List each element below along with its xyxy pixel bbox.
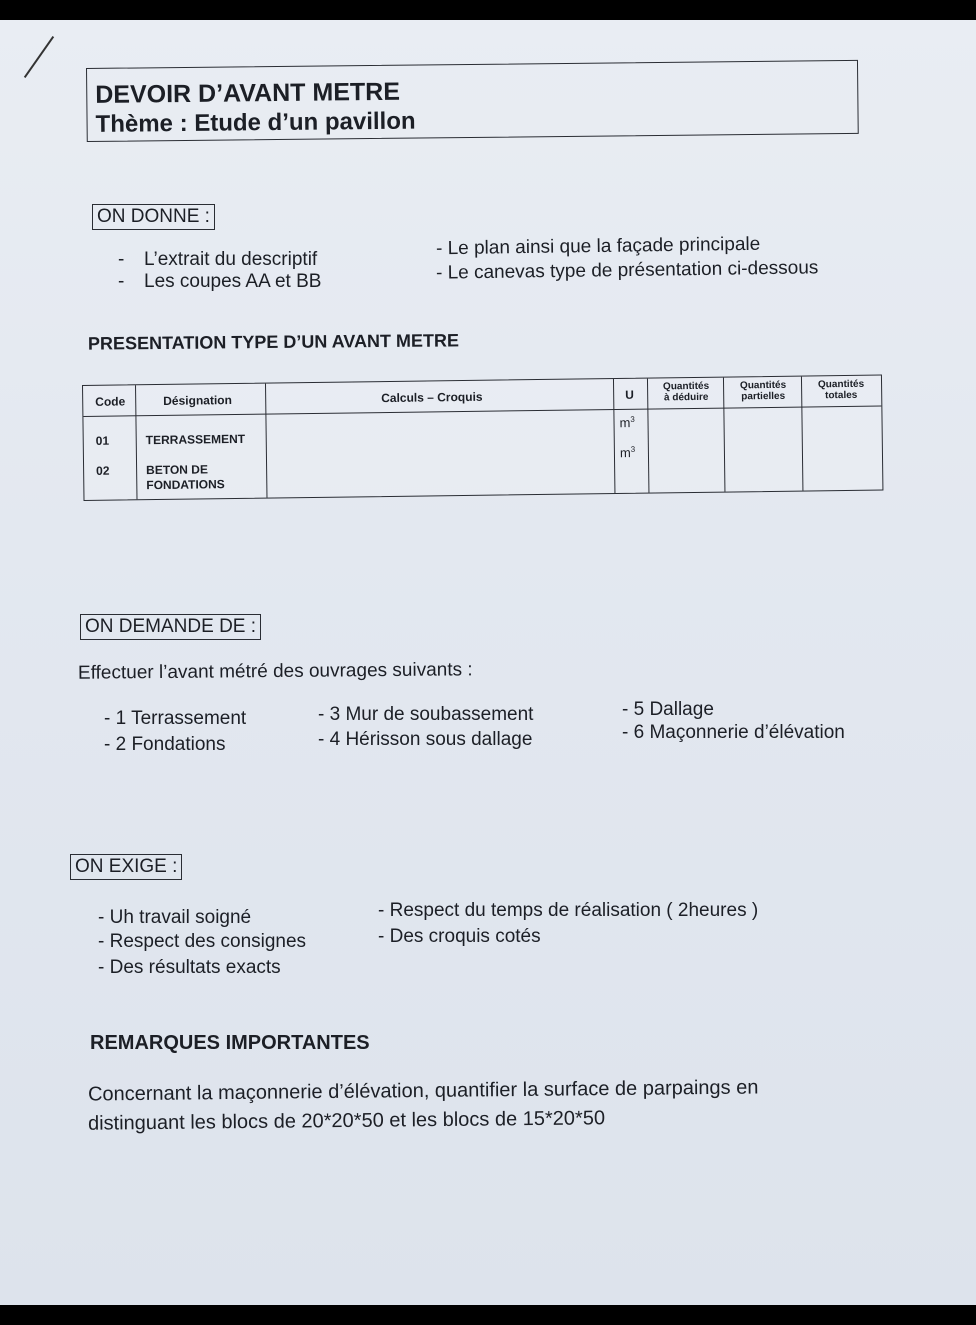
ouvrage-item: - 2 Fondations bbox=[104, 734, 226, 755]
document-theme: Thème : Etude d’un pavillon bbox=[95, 107, 416, 138]
ouvrage-item: - 4 Hérisson sous dallage bbox=[318, 729, 533, 750]
ouvrage-item: - 5 Dallage bbox=[622, 699, 714, 720]
on-exige-section bbox=[70, 854, 182, 880]
ouvrage-item: - 3 Mur de soubassement bbox=[318, 704, 534, 725]
document-title: DEVOIR D’AVANT METRE bbox=[95, 77, 401, 109]
ouvrage-item: - 1 Terrassement bbox=[104, 708, 247, 729]
remarques-heading: REMARQUES IMPORTANTES bbox=[90, 1032, 370, 1054]
avant-metre-table bbox=[82, 375, 883, 501]
on-donne-label: ON DONNE : bbox=[92, 204, 215, 230]
on-donne-section bbox=[92, 204, 215, 230]
header-calculs: Calculs – Croquis bbox=[381, 389, 483, 406]
presentation-heading: PRESENTATION TYPE D’UN AVANT METRE bbox=[87, 330, 460, 354]
exigence-item: - Uh travail soigné bbox=[98, 907, 252, 928]
exigence-item: - Respect des consignes bbox=[98, 931, 307, 952]
header-designation: Désignation bbox=[163, 393, 232, 408]
row-code: 01 bbox=[95, 433, 110, 448]
remarques-line: distinguant les blocs de 20*20*50 et les blocs de 15*20*50 bbox=[87, 1107, 606, 1135]
exigence-item: - Des croquis cotés bbox=[378, 926, 541, 947]
row-unit: $m^3$ bbox=[619, 414, 635, 431]
exigence-item: - Des résultats exacts bbox=[98, 957, 281, 978]
exigence-item: - Respect du temps de réalisation ( 2heures ) bbox=[378, 900, 759, 921]
header-partielles: Quantités partielles bbox=[739, 379, 787, 403]
remarques-line: Concernant la maçonnerie d’élévation, quantifier la surface de parpaings en bbox=[87, 1076, 759, 1106]
on-donne-right-item: - Le canevas type de présentation ci-dessous bbox=[435, 257, 819, 284]
row-unit: $m^3$ bbox=[619, 444, 636, 461]
on-donne-left-item: - L’extrait du descriptif bbox=[118, 249, 318, 270]
on-exige-label: ON EXIGE : bbox=[70, 854, 182, 880]
on-demande-intro: Effectuer l’avant métré des ouvrages suivants : bbox=[77, 659, 473, 684]
title-box bbox=[86, 60, 859, 142]
row-designation-cont: FONDATIONS bbox=[146, 477, 225, 493]
on-donne-left-item: - Les coupes AA et BB bbox=[118, 271, 322, 292]
row-designation: BETON DE bbox=[146, 462, 209, 478]
row-code: 02 bbox=[96, 463, 110, 478]
header-code: Code bbox=[95, 394, 126, 409]
pen-mark bbox=[24, 36, 54, 78]
header-unit: U bbox=[625, 387, 634, 402]
ouvrage-item: - 6 Maçonnerie d’élévation bbox=[622, 722, 845, 743]
header-deduire: Quantités à déduire bbox=[662, 380, 710, 404]
row-designation: TERRASSEMENT bbox=[145, 431, 246, 448]
on-demande-section bbox=[80, 614, 261, 640]
on-donne-right-item: - Le plan ainsi que la façade principale bbox=[435, 233, 761, 260]
document-page bbox=[0, 20, 976, 1305]
header-totales: Quantités totales bbox=[817, 378, 865, 402]
on-demande-label: ON DEMANDE DE : bbox=[80, 614, 261, 640]
